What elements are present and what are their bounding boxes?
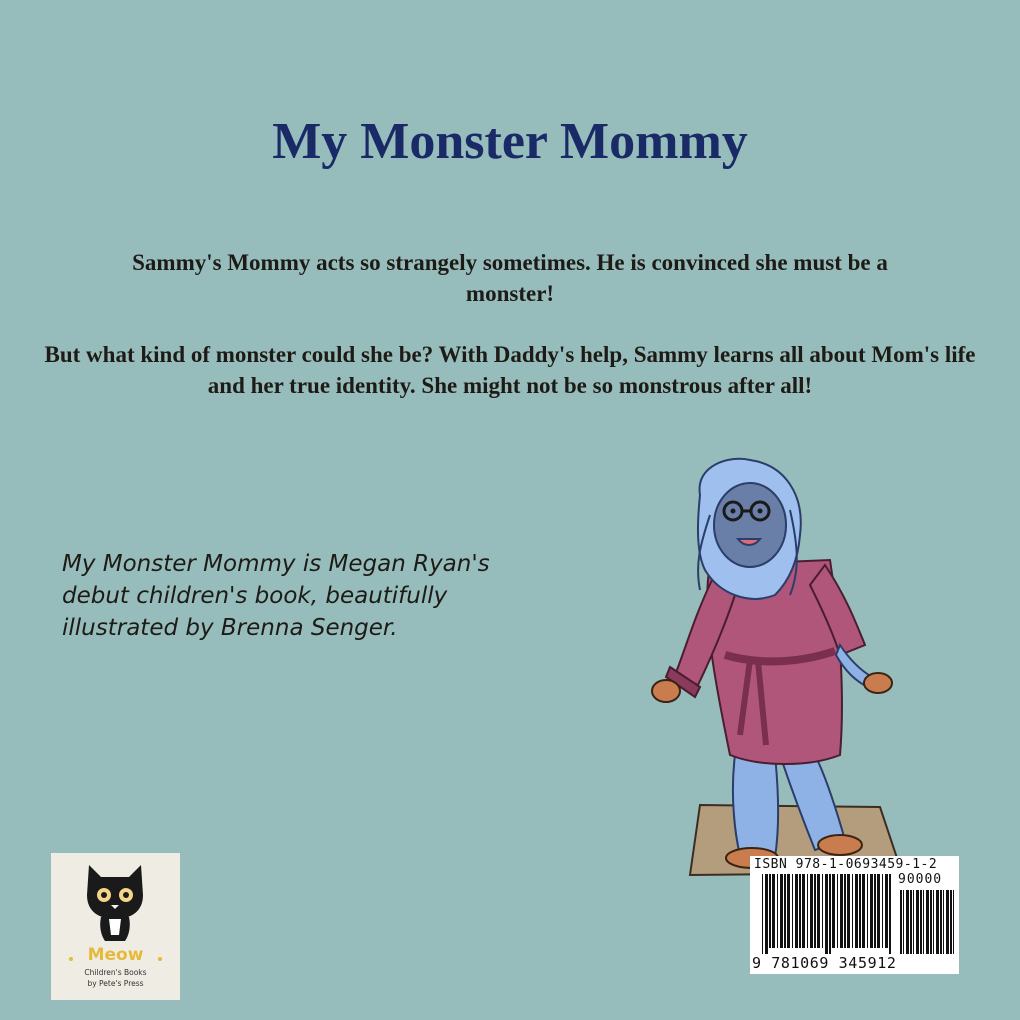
barcode-bar — [870, 874, 873, 948]
barcode-bar — [769, 874, 771, 948]
barcode-bar — [772, 874, 775, 948]
barcode-bar — [859, 874, 861, 948]
barcode-bar — [840, 874, 843, 948]
barcode-addon-bar — [900, 890, 902, 954]
barcode-addon-bar — [903, 890, 904, 954]
barcode-bar — [885, 874, 888, 948]
author-credit: My Monster Mommy is Megan Ryan's debut children's book, beautifully illustrated by Brenna Senger. — [62, 551, 490, 641]
barcode-addon-bar — [906, 890, 909, 954]
barcode-addon-bar — [916, 890, 919, 954]
isbn-label: ISBN 978-1-0693459-1-2 — [754, 857, 938, 872]
barcode-bar — [889, 874, 891, 954]
barcode-bar — [777, 874, 778, 948]
publisher-subtitle-line-1: Children's Books — [84, 968, 147, 977]
barcode-bar — [852, 874, 853, 948]
barcode-addon-bar — [923, 890, 924, 954]
publisher-subtitle-line-2: by Pete's Press — [87, 979, 144, 988]
barcode-addon-bar — [926, 890, 929, 954]
barcode-bar — [877, 874, 880, 948]
barcode-bar — [882, 874, 883, 948]
barcode-bar — [802, 874, 805, 948]
publisher-subtitle — [51, 967, 180, 989]
barcode-bar — [867, 874, 868, 948]
blurb-paragraph-1: Sammy's Mommy acts so strangely sometimes. He is convinced she must be a monster! — [132, 250, 888, 306]
blurb-paragraph-2: But what kind of monster could she be? With Daddy's help, Sammy learns all about Mom's life and her true identity. She might not be so monstrous after all! — [44, 342, 976, 398]
barcode-addon-bar — [943, 890, 944, 954]
publisher-logo — [51, 853, 180, 1000]
book-title: My Monster Mommy — [272, 113, 748, 170]
barcode-bar — [855, 874, 858, 948]
isbn-barcode — [750, 856, 959, 974]
barcode-bar — [837, 874, 838, 948]
barcode-addon-bar — [913, 890, 914, 954]
barcode-addon-bar — [946, 890, 949, 954]
barcode-bar — [795, 874, 798, 948]
barcode-bar — [762, 874, 763, 954]
barcode-bar — [810, 874, 813, 948]
barcode-bar — [829, 874, 831, 954]
barcode-addon-bar — [940, 890, 942, 954]
barcode-bar — [792, 874, 793, 948]
cat-icon — [83, 861, 147, 943]
barcode-bar — [825, 874, 828, 954]
monster-mommy-illustration — [640, 455, 910, 885]
barcode-bars — [752, 874, 957, 954]
barcode-bar — [817, 874, 820, 948]
barcode-addon-bar — [953, 890, 954, 954]
barcode-digits: 9 781069 345912 — [752, 954, 897, 972]
barcode-bar — [822, 874, 823, 948]
barcode-bar — [784, 874, 786, 948]
barcode-bar — [787, 874, 790, 948]
barcode-bar — [799, 874, 801, 948]
barcode-addon-bar — [930, 890, 932, 954]
barcode-addon-bar — [950, 890, 952, 954]
barcode-bar — [874, 874, 876, 948]
barcode-addon-bar — [933, 890, 934, 954]
barcode-bar — [832, 874, 835, 948]
barcode-bar — [780, 874, 783, 948]
barcode-bar — [807, 874, 808, 948]
barcode-addon-bar — [936, 890, 939, 954]
barcode-bar — [814, 874, 816, 948]
barcode-addon-bar — [920, 890, 922, 954]
publisher-name: Meow — [87, 945, 144, 965]
barcode-addon-bar — [910, 890, 912, 954]
barcode-bar — [862, 874, 865, 948]
barcode-addon-number: 90000 — [898, 872, 943, 887]
barcode-bar — [847, 874, 850, 948]
barcode-bar — [844, 874, 846, 948]
barcode-bar — [765, 874, 768, 954]
